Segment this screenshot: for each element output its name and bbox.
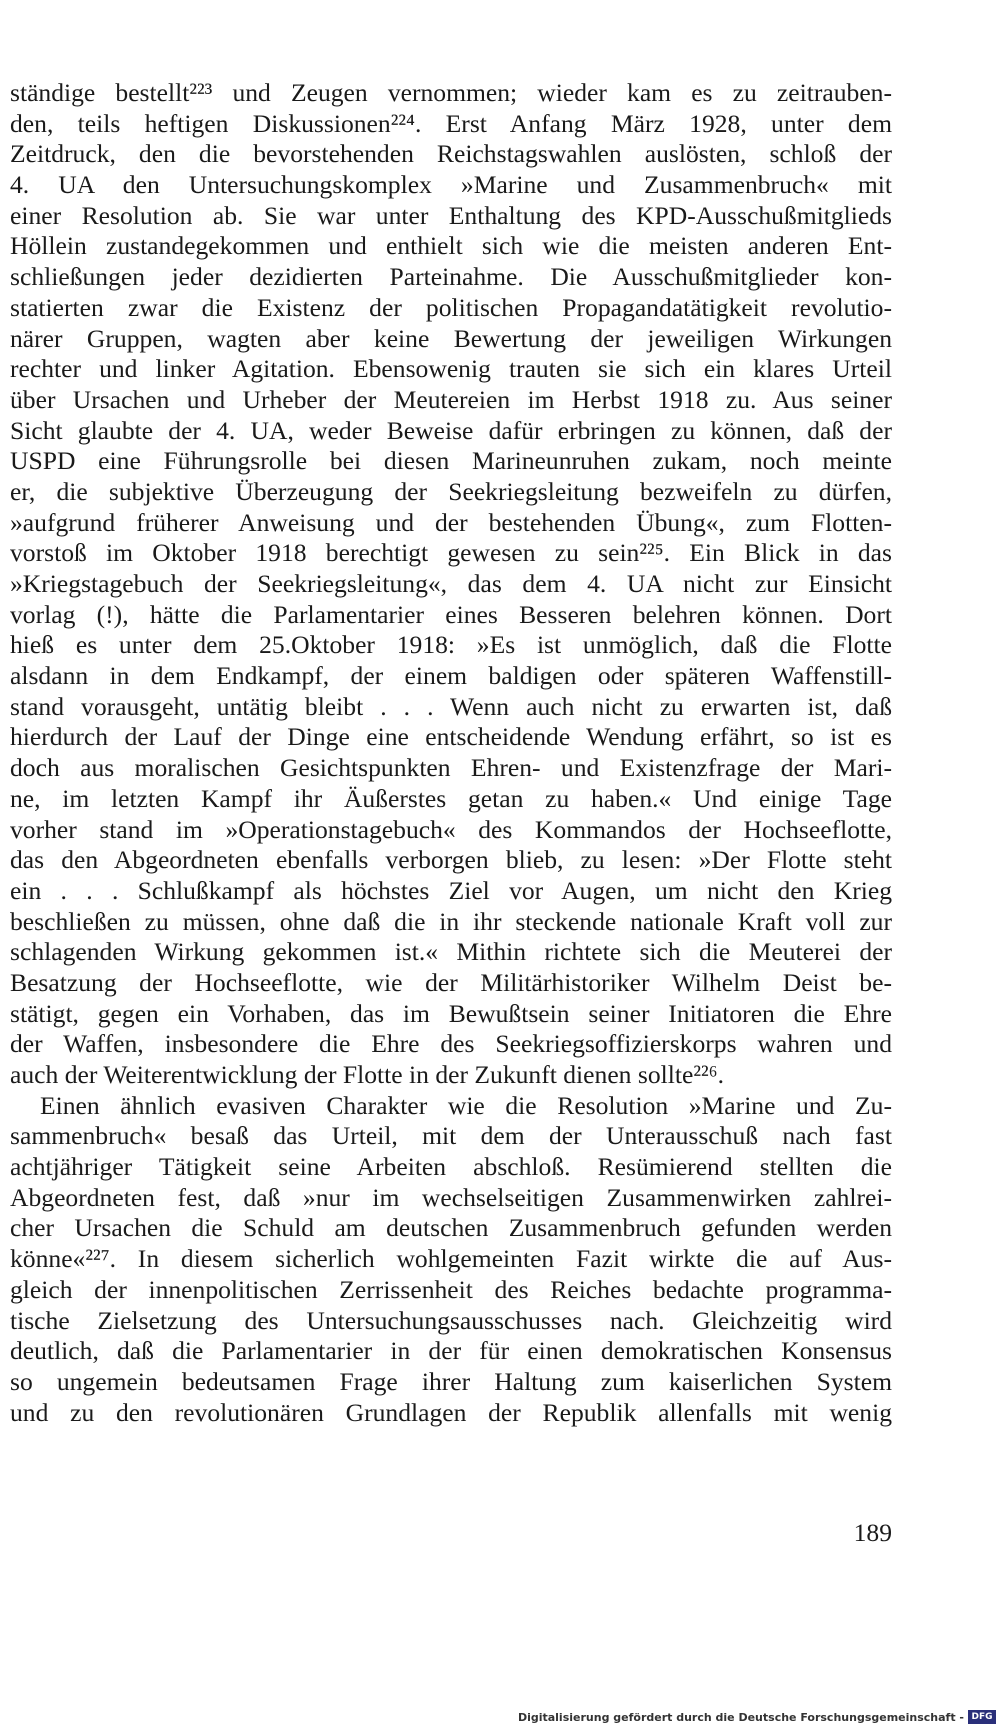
text-line: den, teils heftigen Diskussionen²²⁴. Erst Anfang März 1928, unter dem <box>10 108 892 138</box>
text-line: »Kriegstagebuch der Seekriegsleitung«, das dem 4. UA nicht zur Einsicht <box>10 569 892 598</box>
text-line: achtjähriger Tätigkeit seine Arbeiten abschloß. Resümierend stellten die <box>10 1152 892 1182</box>
digitization-footer <box>512 1706 1000 1728</box>
text-line: vorher stand im »Operationstagebuch« des Kommandos der Hochseeflotte, <box>10 814 892 844</box>
text-line: Zeitdruck, den die bevorstehenden Reichstagswahlen auslösten, schloß der <box>10 139 892 169</box>
text-line: das den Abgeordneten ebenfalls verborgen blieb, zu lesen: »Der Flotte steht <box>10 845 892 875</box>
text-line: närer Gruppen, wagten aber keine Bewertung der jeweiligen Wirkungen <box>10 323 892 353</box>
text-line: stand vorausgeht, untätig bleibt . . . Wenn auch nicht zu erwarten ist, daß <box>10 691 892 721</box>
text-line: er, die subjektive Überzeugung der Seekriegsleitung bezweifeln zu dürfen, <box>10 476 892 506</box>
text-line: sammenbruch« besaß das Urteil, mit dem der Unterausschuß nach fast <box>10 1121 892 1151</box>
text-line: so ungemein bedeutsamen Frage ihrer Haltung zum kaiserlichen System <box>10 1366 892 1396</box>
body-text <box>10 78 892 1428</box>
text-line: einer Resolution ab. Sie war unter Enthaltung des KPD-Ausschußmitglieds <box>10 200 892 230</box>
text-line: vorlag (!), hätte die Parlamentarier eines Besseren belehren können. Dort <box>10 599 892 629</box>
text-line: ne, im letzten Kampf ihr Äußerstes getan zu haben.« Und einige Tage <box>10 783 892 813</box>
paragraph-end-line: auch der Weiterentwicklung der Flotte in der Zukunft dienen sollte²²⁶. <box>10 1060 724 1089</box>
text-line: über Ursachen und Urheber der Meutereien im Herbst 1918 zu. Aus seiner <box>10 384 892 414</box>
dfg-logo-icon: DFG <box>968 1710 996 1724</box>
page-number: 189 <box>853 1518 892 1547</box>
text-line: »aufgrund früherer Anweisung und der bestehenden Übung«, zum Flotten- <box>10 507 892 537</box>
text-line: schließungen jeder dezidierten Parteinahme. Die Ausschußmitglieder kon- <box>10 262 892 292</box>
text-line: gleich der innenpolitischen Zerrissenheit des Reiches bedachte programma- <box>10 1274 892 1304</box>
text-line: der Waffen, insbesondere die Ehre des Seekriegsoffizierskorps wahren und <box>10 1029 892 1059</box>
text-line: Höllein zustandegekommen und enthielt sich wie die meisten anderen Ent- <box>10 231 892 261</box>
footer-note: Digitalisierung gefördert durch die Deutsche Forschungsgemeinschaft - <box>517 1710 964 1724</box>
text-line: rechter und linker Agitation. Ebensowenig trauten sie sich ein klares Urteil <box>10 354 892 384</box>
text-line: doch aus moralischen Gesichtspunkten Ehren- und Existenzfrage der Mari- <box>10 753 892 783</box>
text-line: statierten zwar die Existenz der politischen Propagandatätigkeit revolutio- <box>10 292 892 322</box>
text-line: cher Ursachen die Schuld am deutschen Zusammenbruch gefunden werden <box>10 1213 892 1243</box>
text-line: stätigt, gegen ein Vorhaben, das im Bewußtsein seiner Initiatoren die Ehre <box>10 998 892 1028</box>
text-line: könne«²²⁷. In diesem sicherlich wohlgemeinten Fazit wirkte die auf Aus- <box>10 1244 892 1274</box>
text-line: Besatzung der Hochseeflotte, wie der Militärhistoriker Wilhelm Deist be- <box>10 967 892 997</box>
text-line: hierdurch der Lauf der Dinge eine entscheidende Wendung erfährt, so ist es <box>10 722 892 752</box>
text-line: tische Zielsetzung des Untersuchungsausschusses nach. Gleichzeitig wird <box>10 1305 892 1335</box>
text-line: Abgeordneten fest, daß »nur im wechselseitigen Zusammenwirken zahlrei- <box>10 1182 892 1212</box>
text-line: schlagenden Wirkung gekommen ist.« Mithin richtete sich die Meuterei der <box>10 937 892 967</box>
text-line: alsdann in dem Endkampf, der einem baldigen oder späteren Waffenstill- <box>10 661 892 691</box>
text-line: USPD eine Führungsrolle bei diesen Marineunruhen zukam, noch meinte <box>10 446 892 476</box>
text-line: ständige bestellt²²³ und Zeugen vernommen; wieder kam es zu zeitrauben- <box>10 78 892 107</box>
text-line: hieß es unter dem 25.Oktober 1918: »Es ist unmöglich, daß die Flotte <box>10 630 892 660</box>
text-line: ein . . . Schlußkampf als höchstes Ziel vor Augen, um nicht den Krieg <box>10 875 892 905</box>
text-line: 4. UA den Untersuchungskomplex »Marine und Zusammenbruch« mit <box>10 170 892 200</box>
text-line: vorstoß im Oktober 1918 berechtigt gewesen zu sein²²⁵. Ein Blick in das <box>10 538 892 568</box>
paragraph-start-line: Einen ähnlich evasiven Charakter wie die Resolution »Marine und Zu- <box>40 1090 892 1120</box>
text-line: beschließen zu müssen, ohne daß die in ihr steckende nationale Kraft voll zur <box>10 906 892 936</box>
text-line: Sicht glaubte der 4. UA, weder Beweise dafür erbringen zu können, daß der <box>10 415 892 445</box>
text-line: deutlich, daß die Parlamentarier in der für einen demokratischen Konsensus <box>10 1336 892 1366</box>
text-line: und zu den revolutionären Grundlagen der Republik allenfalls mit wenig <box>10 1397 892 1427</box>
